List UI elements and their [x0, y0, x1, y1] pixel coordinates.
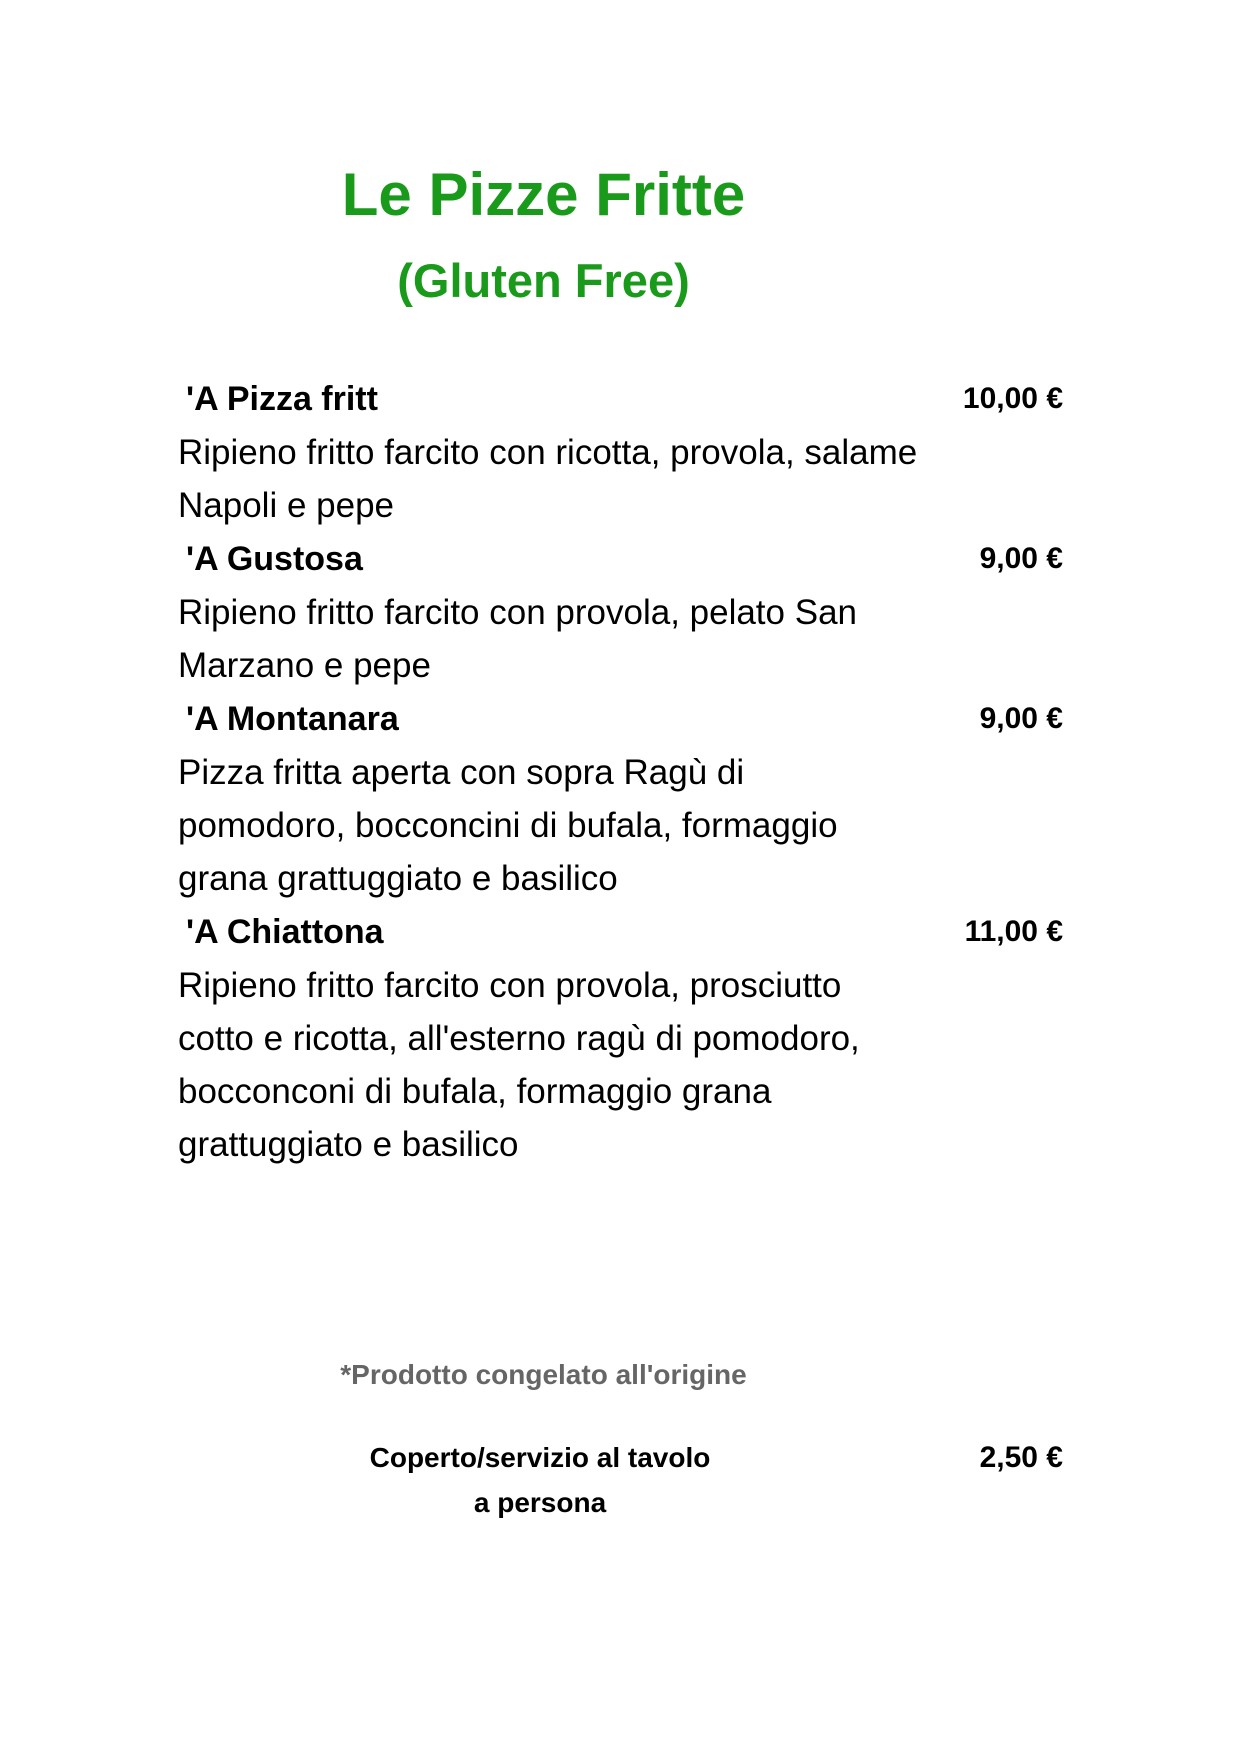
menu-list	[178, 372, 1063, 1171]
page-title: Le Pizze Fritte	[341, 161, 746, 228]
item-name: 'A Gustosa	[186, 540, 363, 578]
frozen-product-note: *Prodotto congelato all'origine	[340, 1359, 747, 1390]
item-description: Pizza fritta aperta con sopra Ragù di pomodoro, bocconcini di bufala, formaggio grana grattuggiato e basilico	[178, 753, 838, 898]
menu-item	[178, 372, 1063, 532]
menu-item	[178, 692, 1063, 905]
menu-item	[178, 532, 1063, 692]
cover-charge-line2: a persona	[473, 1487, 607, 1518]
page-subtitle: (Gluten Free)	[397, 254, 690, 307]
item-name: 'A Chiattona	[186, 913, 384, 951]
item-description: Ripieno fritto farcito con provola, prosciutto cotto e ricotta, all'esterno ragù di pomodoro, bocconconi di bufala, formaggio grana grattuggiato e basilico	[178, 966, 860, 1164]
item-price: 11,00 €	[964, 915, 1063, 948]
item-description: Ripieno fritto farcito con provola, pelato San Marzano e pepe	[178, 593, 857, 685]
item-price: 9,00 €	[979, 542, 1063, 575]
cover-charge-price: 2,50 €	[979, 1441, 1063, 1474]
item-description: Ripieno fritto farcito con ricotta, provola, salame Napoli e pepe	[178, 433, 918, 525]
item-price: 9,00 €	[979, 702, 1063, 735]
cover-charge-label	[300, 1435, 780, 1525]
menu-item	[178, 905, 1063, 1171]
item-price: 10,00 €	[962, 382, 1063, 415]
item-name: 'A Montanara	[186, 700, 399, 738]
item-name: 'A Pizza fritt	[186, 380, 378, 418]
cover-charge-line1: Coperto/servizio al tavolo	[369, 1442, 711, 1473]
